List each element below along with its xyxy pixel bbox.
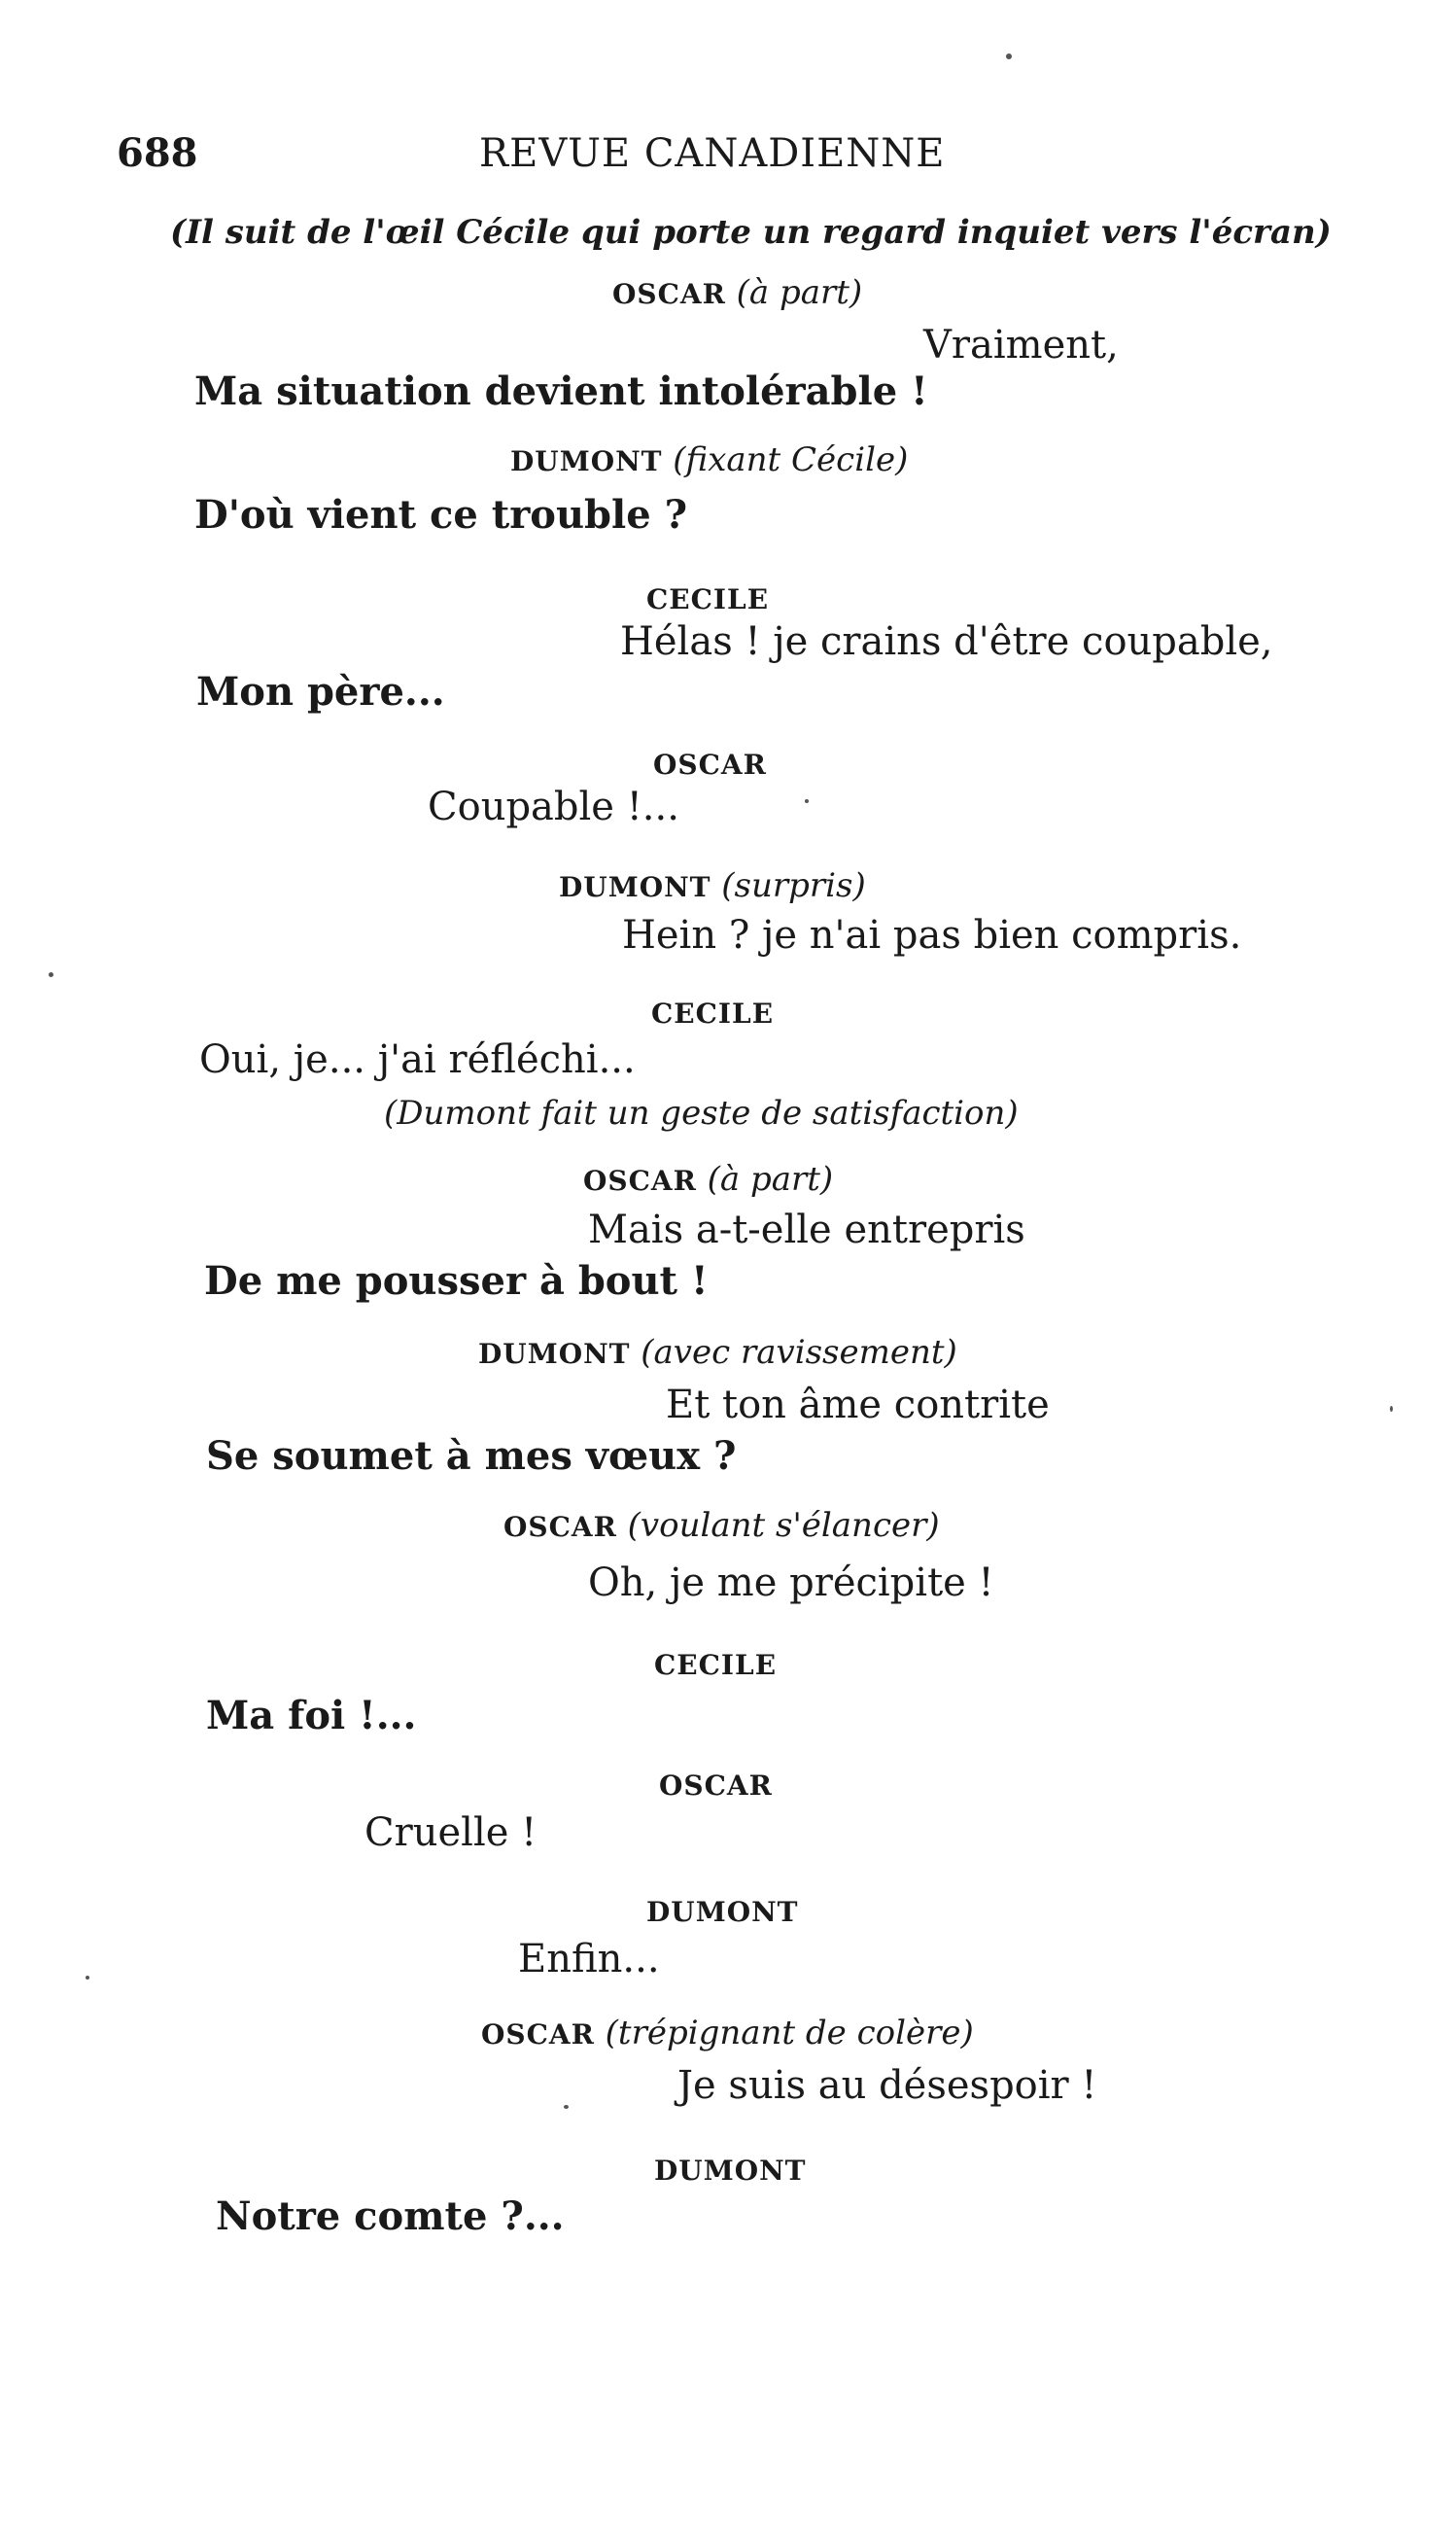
speaker-name: OSCAR (583, 1165, 697, 1197)
speaker-label (654, 1647, 777, 1680)
verse-line: Ma foi !... (206, 1693, 417, 1738)
speaker-name: DUMONT (646, 1896, 799, 1928)
speaker-direction: (voulant s'élancer) (627, 1506, 940, 1545)
speaker-label (646, 581, 769, 614)
verse-line: Coupable !... (428, 785, 679, 829)
speaker-name: OSCAR (659, 1770, 773, 1802)
verse-line: Mon père... (196, 669, 445, 715)
speaker-label (510, 440, 909, 479)
speaker-name: DUMONT (559, 871, 711, 903)
journal-title: REVUE CANADIENNE (479, 131, 946, 176)
scan-speck (1390, 1406, 1393, 1412)
verse-line: Cruelle ! (364, 1810, 537, 1855)
verse-line: Hein ? je n'ai pas bien compris. (622, 913, 1242, 958)
scan-speck (86, 1976, 89, 1980)
speaker-direction: (avec ravissement) (641, 1333, 957, 1372)
verse-line: Mais a-t-elle entrepris (588, 1208, 1025, 1252)
speaker-label (646, 1894, 799, 1927)
speaker-label (612, 273, 863, 312)
scan-speck (49, 972, 53, 977)
speaker-label (653, 747, 767, 780)
speaker-direction: (à part) (707, 1160, 834, 1199)
verse-line: Oui, je... j'ai réfléchi... (199, 1037, 636, 1082)
speaker-name: OSCAR (612, 278, 726, 310)
speaker-direction: (trépignant de colère) (605, 2014, 974, 2052)
verse-line: Oh, je me précipite ! (588, 1560, 994, 1605)
verse-line: Enfin... (518, 1937, 660, 1981)
page-number: 688 (117, 130, 198, 176)
speaker-name: OSCAR (653, 749, 767, 781)
speaker-label (651, 996, 774, 1029)
scan-speck (564, 2105, 569, 2109)
verse-line: Vraiment, (923, 323, 1119, 368)
speaker-name: CECILE (654, 1649, 778, 1681)
scan-speck (805, 799, 809, 803)
speaker-label (583, 1160, 834, 1199)
stage-direction: (Dumont fait un geste de satisfaction) (384, 1094, 1019, 1133)
speaker-label (559, 866, 866, 905)
verse-line: De me pousser à bout ! (204, 1258, 709, 1304)
scan-speck (1006, 53, 1012, 59)
speaker-label (481, 2016, 974, 2050)
verse-line: Et ton âme contrite (666, 1383, 1050, 1427)
speaker-direction: (fixant Cécile) (673, 440, 909, 479)
speaker-label (654, 2153, 807, 2186)
verse-line: D'où vient ce trouble ? (194, 492, 688, 538)
speaker-name: CECILE (646, 583, 770, 615)
speaker-name: DUMONT (478, 1338, 631, 1370)
speaker-name: DUMONT (654, 2155, 807, 2187)
stage-direction: (Il suit de l'œil Cécile qui porte un regard inquiet vers l'écran) (170, 213, 1332, 252)
speaker-label (503, 1506, 940, 1545)
speaker-label (478, 1333, 957, 1372)
verse-line: Je suis au désespoir ! (677, 2063, 1097, 2108)
speaker-name: OSCAR (481, 2018, 595, 2051)
speaker-label (659, 1768, 773, 1801)
speaker-name: DUMONT (510, 445, 663, 477)
verse-line: Notre comte ?... (216, 2193, 565, 2239)
speaker-direction: (surpris) (721, 866, 866, 905)
speaker-name: CECILE (651, 998, 775, 1030)
verse-line: Ma situation devient intolérable ! (194, 368, 928, 414)
speaker-name: OSCAR (503, 1511, 617, 1543)
verse-line: Hélas ! je crains d'être coupable, (620, 619, 1273, 664)
speaker-direction: (à part) (736, 273, 863, 312)
verse-line: Se soumet à mes vœux ? (206, 1433, 737, 1479)
